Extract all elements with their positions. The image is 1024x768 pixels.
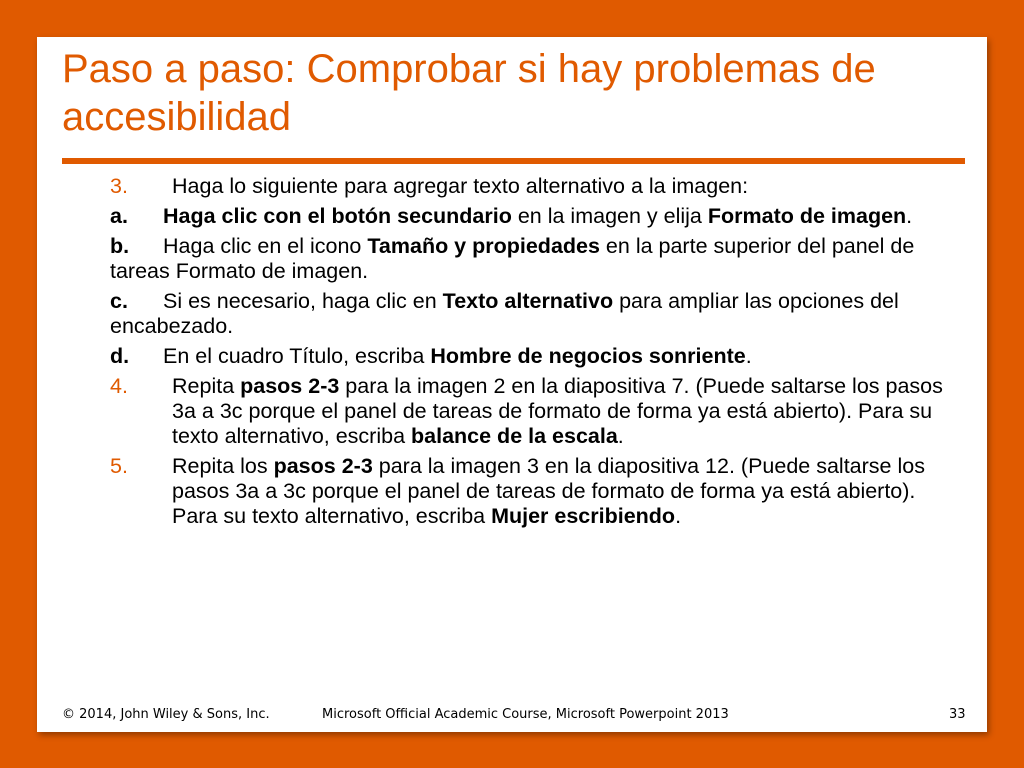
- slide-number: 33: [949, 707, 966, 722]
- step-4: [37, 374, 987, 449]
- step-text-part: para la imagen 3 en la diapositiva 12. (Puede saltarse los pasos 3a a 3c porque el panel de tareas de formato de forma ya está abierto). Para su texto alternativo, escriba: [172, 454, 925, 528]
- substep-text: Haga clic en el icono: [163, 234, 368, 258]
- step-text-part: para la imagen 2 en la diapositiva 7. (Puede saltarse los pasos 3a a 3c porque el panel de tareas de formato de forma ya está abierto). Para su texto alternativo, escriba: [172, 374, 943, 448]
- step-number: 4.: [110, 374, 128, 398]
- substep-text: Si es necesario, haga clic en: [163, 289, 443, 313]
- bold-term: Mujer escribiendo: [491, 504, 676, 528]
- step-text-part: .: [617, 424, 624, 448]
- step-number: 3.: [110, 174, 128, 198]
- step-text: [172, 374, 962, 449]
- bold-term: Formato de imagen: [707, 204, 907, 228]
- bold-term: Texto alternativo: [442, 289, 614, 313]
- substep-d: [110, 344, 940, 369]
- step-3: [37, 174, 987, 199]
- substep-letter: a.: [110, 204, 128, 228]
- step-number: 5.: [110, 454, 128, 478]
- bold-term: Tamaño y propiedades: [367, 234, 600, 258]
- footer-course: Microsoft Official Academic Course, Microsoft Powerpoint 2013: [322, 707, 729, 722]
- substep-letter: b.: [110, 234, 130, 258]
- step-text-part: .: [675, 504, 682, 528]
- bold-term: pasos 2-3: [240, 374, 340, 398]
- step-text: [172, 454, 962, 529]
- bold-term: balance de la escala: [411, 424, 618, 448]
- substep-text: en la parte superior del panel de tareas Formato de imagen.: [110, 234, 915, 283]
- substep-text: para ampliar las opciones del encabezado.: [110, 289, 899, 338]
- slide-title: Paso a paso: Comprobar si hay problemas de accesibilidad: [62, 47, 876, 139]
- substep-letter: c.: [110, 289, 128, 313]
- step-text-part: Repita los: [172, 454, 274, 478]
- footer-copyright: © 2014, John Wiley & Sons, Inc.: [62, 707, 270, 722]
- step-text-part: Repita: [172, 374, 241, 398]
- slide: [37, 37, 987, 732]
- substep-b: [110, 234, 940, 284]
- step-text: [172, 174, 962, 199]
- substep-text: .: [745, 344, 752, 368]
- substep-text: en la imagen y elija: [511, 204, 708, 228]
- substep-letter: d.: [110, 344, 130, 368]
- bold-term: Hombre de negocios sonriente: [430, 344, 746, 368]
- bold-term: pasos 2-3: [273, 454, 373, 478]
- step-text-part: Haga lo siguiente para agregar texto alternativo a la imagen:: [172, 174, 749, 198]
- slide-body: [37, 174, 987, 534]
- substep-text: .: [906, 204, 913, 228]
- substep-a: [110, 204, 940, 229]
- substep-text: En el cuadro Título, escriba: [163, 344, 431, 368]
- title-divider: [62, 158, 965, 164]
- substep-c: [110, 289, 940, 339]
- bold-term: Haga clic con el botón secundario: [163, 204, 512, 228]
- step-5: [37, 454, 987, 529]
